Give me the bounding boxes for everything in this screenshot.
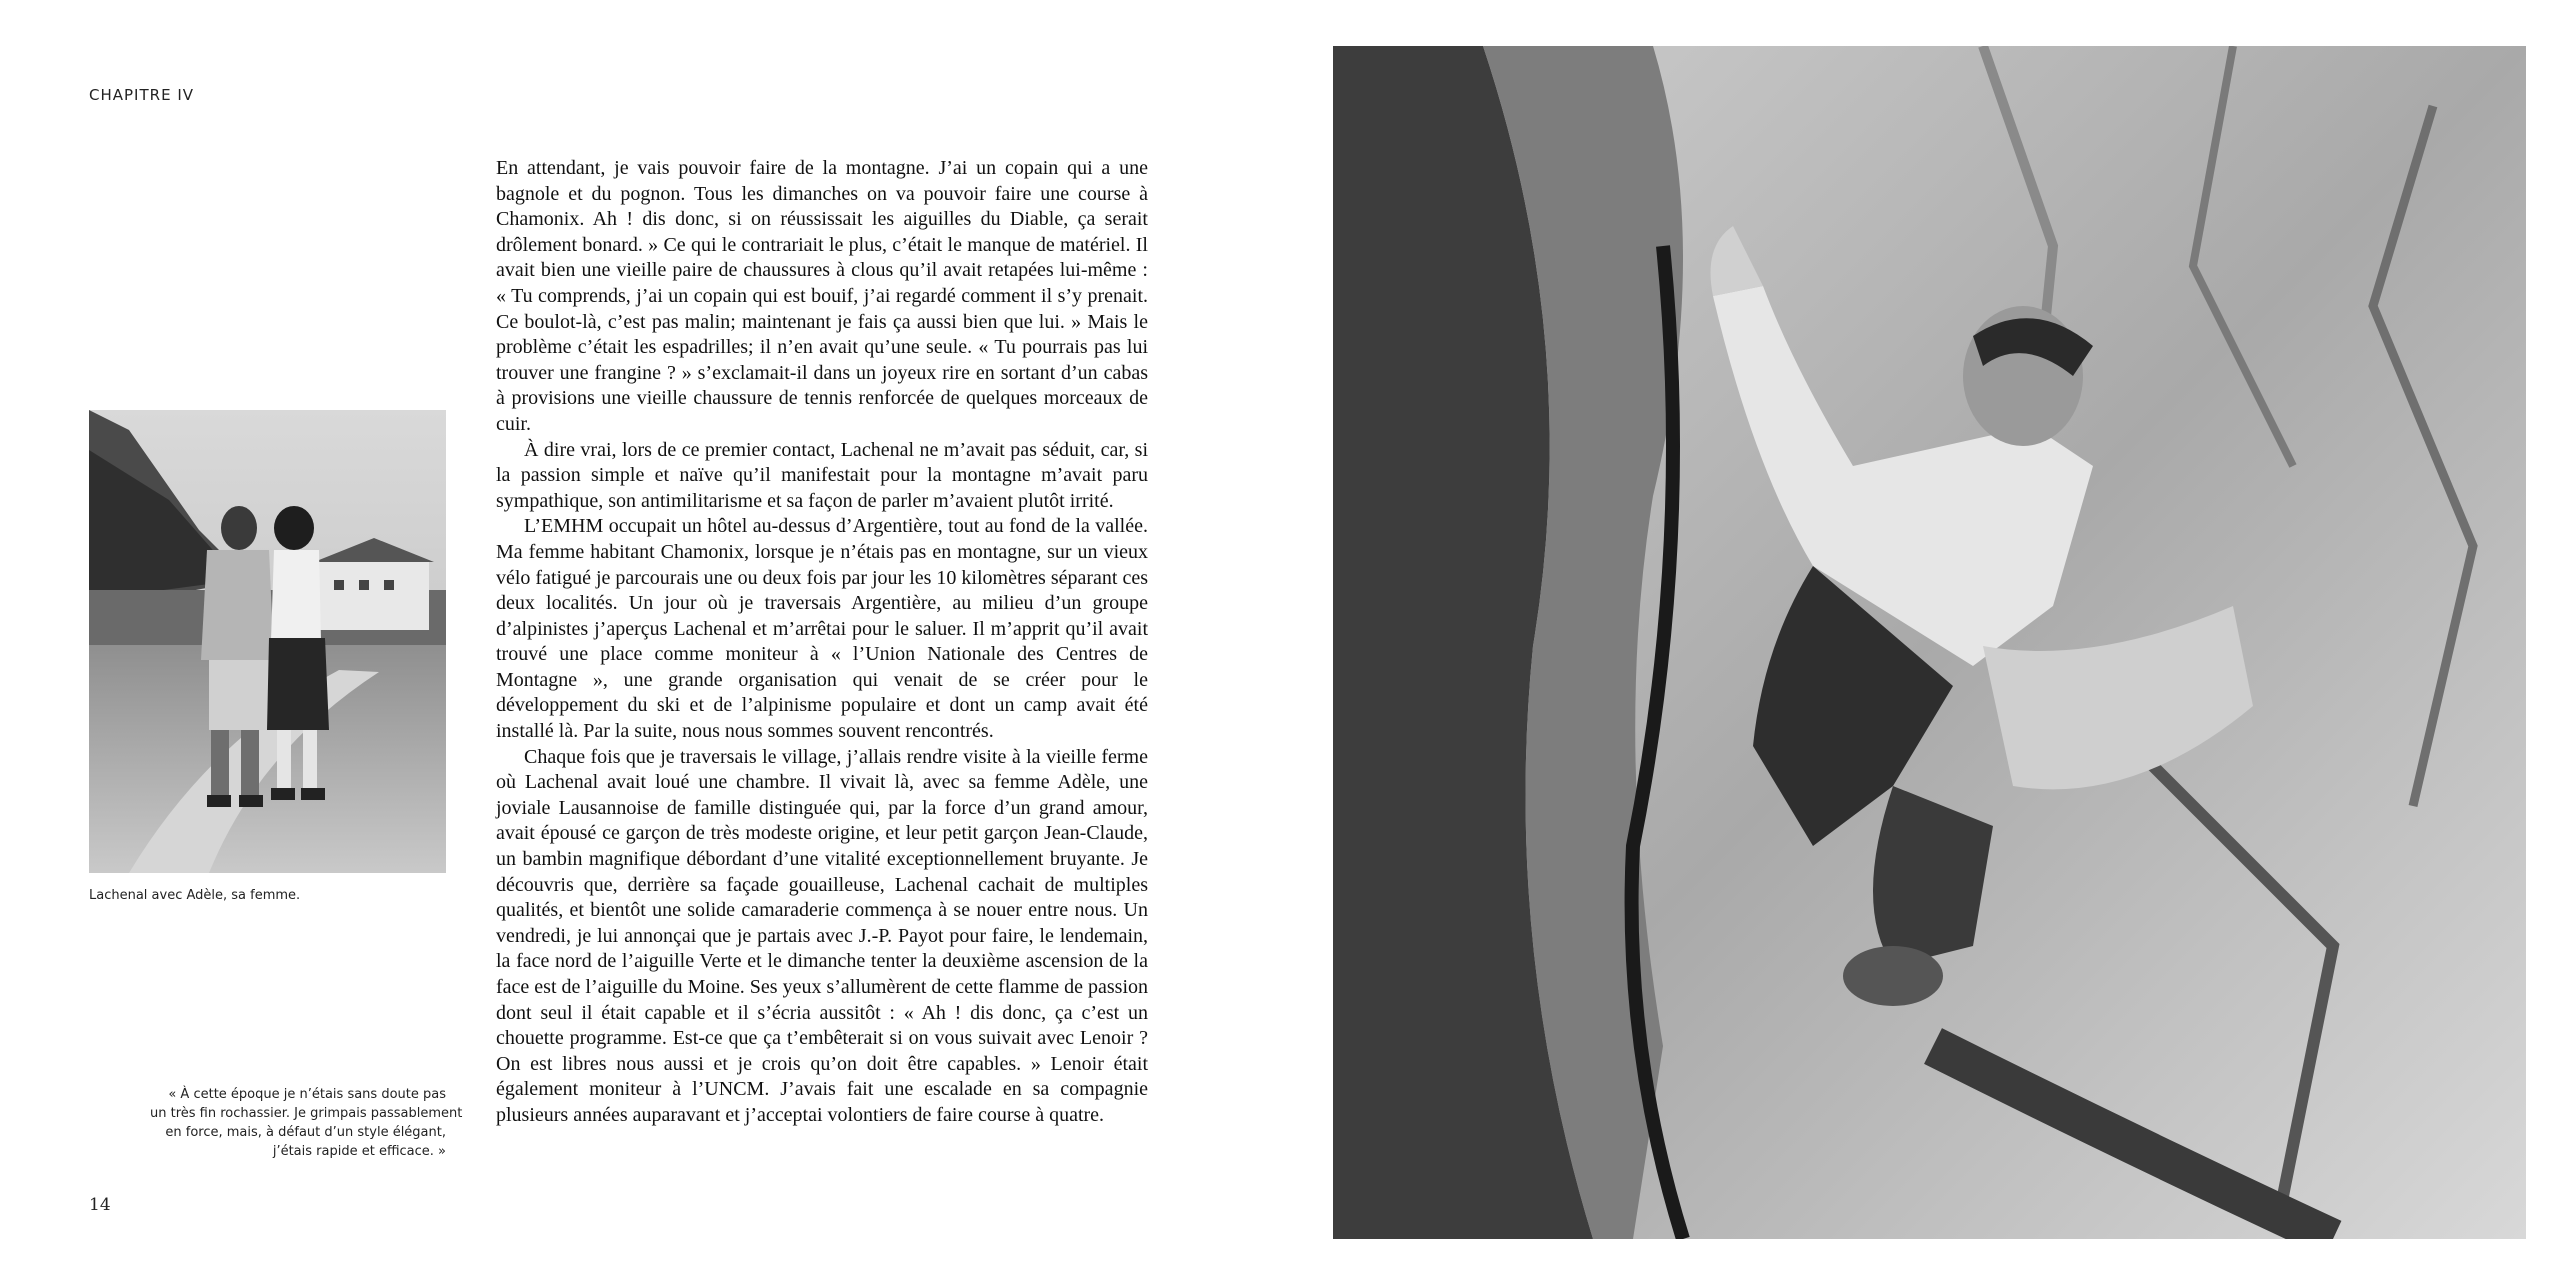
photo-caption: Lachenal avec Adèle, sa femme.: [89, 888, 301, 903]
chapter-heading: CHAPITRE IV: [89, 86, 194, 104]
couple-photo-image: [89, 410, 446, 873]
paragraph: À dire vrai, lors de ce premier contact, Lachenal ne m’avait pas séduit, car, si la passion simple et naïve qu’il manifestait pour la montagne m’avait paru sympathique, son antimilitarisme et sa façon de parler m’avaient plutôt irrité.: [496, 438, 1148, 512]
paragraph: L’EMHM occupait un hôtel au-dessus d’Argentière, tout au fond de la vallée. Ma femme habitant Chamonix, lorsque je n’étais pas en montagne, sur un vieux vélo fatigué je parcourais une ou deux fois par jour les 10 kilomètres séparant ces deux localités. Un jour où je traversais Argentière, au milieu d’un groupe d’alpinistes j’aperçus Lachenal et m’arrêtai pour le saluer. Il m’apprit qu’il avait trouvé une place comme moniteur à « l’Union Nationale des Centres de Montagne », une grande organisation qui venait de se créer pour le développement du ski et de l’alpinisme populaire et dont un camp avait été installé là. Par la suite, nous nous sommes souvent rencontrés.: [496, 515, 1149, 743]
body-text: [496, 156, 1148, 1129]
pull-quote: [150, 1085, 463, 1161]
pull-quote-line: « À cette époque je n’étais sans doute pas: [168, 1087, 446, 1102]
pull-quote-line: en force, mais, à défaut d’un style élégant,: [165, 1125, 446, 1140]
page-number: 14: [89, 1195, 111, 1215]
paragraph: Chaque fois que je traversais le village, j’allais rendre visite à la vieille ferme où Lachenal avait loué une chambre. Il vivait là, avec sa femme Adèle, une joviale Lausannoise de famille distinguée qui, par la force d’un grand amour, avait épousé ce garçon de très modeste origine, et leur petit garçon Jean-Claude, un bambin magnifique débordant d’une vitalité exceptionnellement bruyante. Je découvris que, derrière sa façade gouailleuse, Lachenal cachait de multiples qualités, et bientôt une solide camaraderie commença à se nouer entre nous. Un vendredi, je lui annonçai que je partais avec J.-P. Payot pour faire, le lendemain, la face nord de l’aiguille Verte et le dimanche tenter la deuxième ascension de la face est de l’aiguille du Moine. Ses yeux s’allumèrent de cette flamme de passion dont seul il était capable et il s’écria aussitôt : « Ah ! dis donc, ça c’est un chouette programme. Est-ce que ça t’embêterait si on vous suivait avec Lenoir ? On est libres nous aussi et je crois qu’on doit être capables. » Lenoir était également moniteur à l’UNCM. J’avais fait une escalade en sa compagnie plusieurs années auparavant et j’acceptai volontiers de faire course à quatre.: [496, 745, 1149, 1126]
climber-photo: [1333, 46, 2526, 1239]
paragraph: En attendant, je vais pouvoir faire de la montagne. J’ai un copain qui a une bagnole et du pognon. Tous les dimanches on va pouvoir faire une course à Chamonix. Ah ! dis donc, si on réussissait les aiguilles du Diable, ça serait drôlement bonard. » Ce qui le contrariait le plus, c’était le manque de matériel. Il avait bien une vieille paire de chaussures à clous qu’il avait retapées lui-même : « Tu comprends, j’ai un copain qui est bouif, j’ai regardé comment il s’y prenait. Ce boulot-là, c’est pas malin; maintenant je fais ça aussi bien que lui. » Mais le problème c’était les espadrilles; il n’en avait qu’une seule. « Tu pourrais pas lui trouver une frangine ? » s’exclamait-il dans un joyeux rire en sortant d’un cabas à provisions une vieille chaussure de tennis renforcée de quelques morceaux de cuir.: [496, 157, 1148, 435]
climber-photo-image: [1333, 46, 2526, 1239]
couple-photo: [89, 410, 446, 873]
pull-quote-line: j’étais rapide et efficace. »: [272, 1144, 446, 1159]
pull-quote-line: un très fin rochassier. Je grimpais passablement: [150, 1106, 463, 1121]
